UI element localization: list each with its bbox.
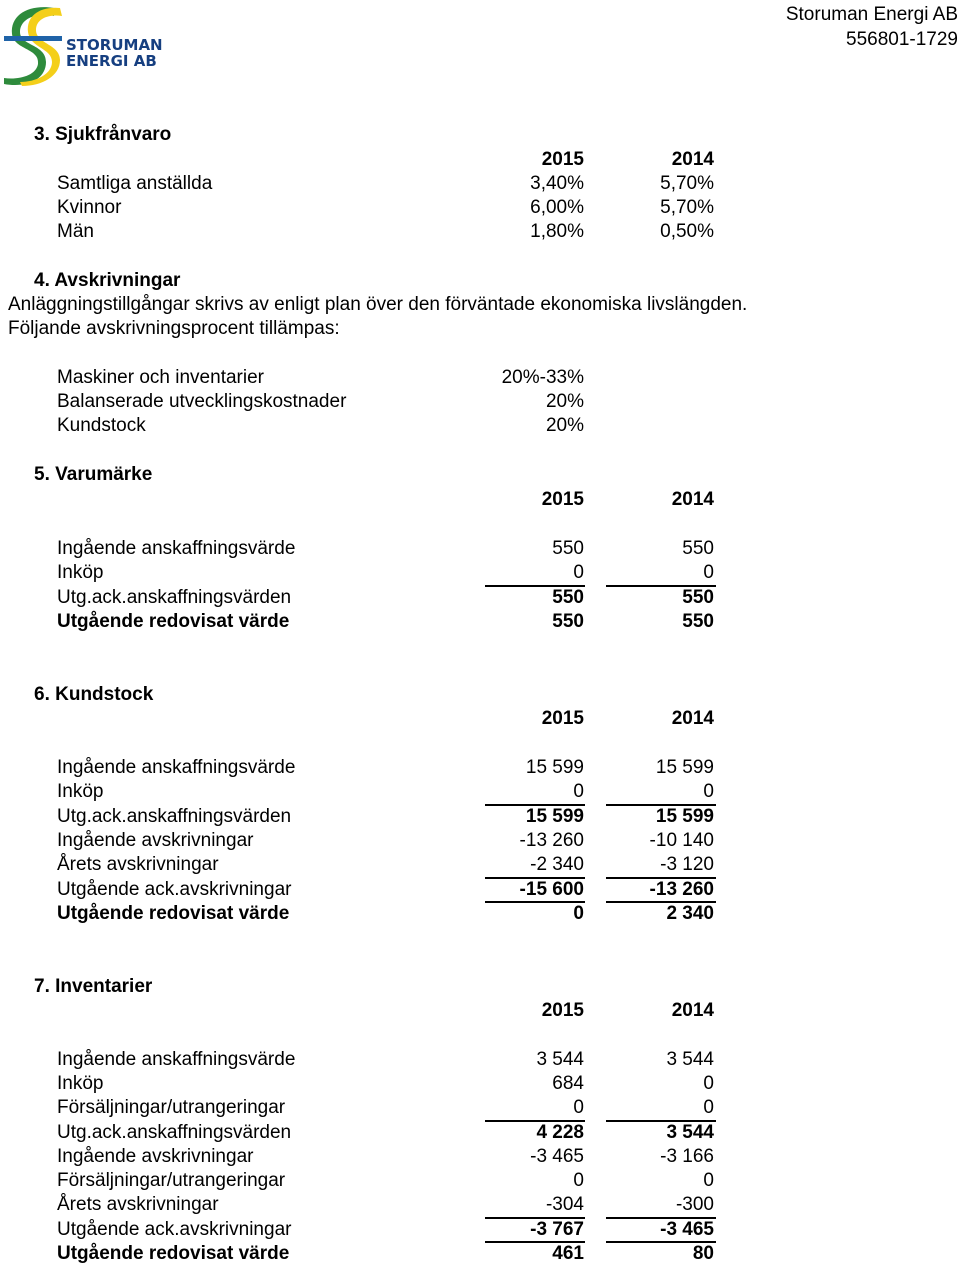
value-2015: -2 340 [530,854,584,875]
value-2015: 461 [552,1243,584,1264]
table-row-label: Utgående ack.avskrivningar [57,879,292,900]
value-2015: -3 465 [530,1146,584,1167]
value-2014: 0,50% [660,221,714,242]
table-row-label: Försäljningar/utrangeringar [57,1170,286,1191]
value-2014: 550 [682,587,714,608]
value-2014: 0 [703,1097,714,1118]
year-2014: 2014 [671,149,714,170]
table-row-label: Inköp [57,1073,104,1094]
value-2015: 0 [573,903,584,924]
value-2015: 550 [552,587,584,608]
value-2014: 15 599 [655,757,714,778]
year-2014: 2014 [671,1000,714,1021]
table-row-label: Utgående redovisat värde [57,903,290,924]
value-2015: 0 [573,1097,584,1118]
paragraph: Följande avskrivningsprocent tillämpas: [8,318,340,339]
table-row-label: Kundstock [57,415,146,436]
table-row-label: Män [57,221,94,242]
year-2015: 2015 [541,1000,584,1021]
value-2014: 2 340 [666,903,714,924]
org-number: 556801-1729 [846,29,958,50]
value-2015: 4 228 [536,1122,584,1143]
logo-text-line1: STORUMAN [66,36,163,54]
table-row-label: Årets avskrivningar [57,854,219,875]
paragraph: Anläggningstillgångar skrivs av enligt plan över den förväntade ekonomiska livslängden. [8,294,748,315]
value-2015: 15 599 [525,757,584,778]
table-row-label: Inköp [57,781,104,802]
value-2014: 550 [682,538,714,559]
logo-text-line2: ENERGI AB [66,52,157,70]
value-2015: 1,80% [530,221,584,242]
value-2015: 15 599 [525,806,584,827]
table-row-label: Årets avskrivningar [57,1194,219,1215]
value-2014: 3 544 [666,1049,714,1070]
section-6-title: 6. Kundstock [34,684,154,705]
value-2015: 0 [573,562,584,583]
rate-value: 20% [545,415,584,436]
value-2015: 3 544 [536,1049,584,1070]
value-2014: -10 140 [649,830,714,851]
table-row-label: Utgående redovisat värde [57,611,290,632]
value-2014: -3 465 [660,1219,714,1240]
value-2015: 3,40% [530,173,584,194]
value-2014: 3 544 [666,1122,714,1143]
table-row-label: Ingående anskaffningsvärde [57,538,296,559]
rate-value: 20% [545,391,584,412]
value-2014: -3 166 [660,1146,714,1167]
value-2015: -304 [545,1194,584,1215]
value-2014: 5,70% [660,197,714,218]
rate-value: 20%-33% [501,367,584,388]
table-row-label: Utg.ack.anskaffningsvärden [57,1122,292,1143]
year-2015: 2015 [541,708,584,729]
table-row-label: Kvinnor [57,197,122,218]
year-2014: 2014 [671,489,714,510]
value-2015: 550 [552,538,584,559]
section-5-title: 5. Varumärke [34,464,153,485]
value-2015: 550 [552,611,584,632]
value-2014: 15 599 [655,806,714,827]
table-row-label: Maskiner och inventarier [57,367,264,388]
table-row-label: Utg.ack.anskaffningsvärden [57,587,292,608]
table-row-label: Utgående redovisat värde [57,1243,290,1264]
value-2015: 0 [573,781,584,802]
value-2014: 550 [682,611,714,632]
table-row-label: Ingående avskrivningar [57,1146,254,1167]
table-row-label: Ingående avskrivningar [57,830,254,851]
section-3-title: 3. Sjukfrånvaro [34,124,172,145]
company-logo [0,0,175,90]
value-2015: -13 260 [519,830,584,851]
year-2015: 2015 [541,489,584,510]
value-2014: 5,70% [660,173,714,194]
company-name: Storuman Energi AB [785,4,958,25]
value-2014: -3 120 [660,854,714,875]
table-row-label: Utg.ack.anskaffningsvärden [57,806,292,827]
value-2015: 6,00% [530,197,584,218]
value-2014: -300 [675,1194,714,1215]
value-2014: 0 [703,781,714,802]
table-row-label: Samtliga anställda [57,173,213,194]
value-2014: 80 [692,1243,714,1264]
section-7-title: 7. Inventarier [34,976,153,997]
table-row-label: Ingående anskaffningsvärde [57,1049,296,1070]
value-2015: -15 600 [519,879,584,900]
value-2014: 0 [703,562,714,583]
table-row-label: Balanserade utvecklingskostnader [57,391,347,412]
value-2015: -3 767 [530,1219,584,1240]
table-row-label: Ingående anskaffningsvärde [57,757,296,778]
table-row-label: Utgående ack.avskrivningar [57,1219,292,1240]
year-2014: 2014 [671,708,714,729]
table-row-label: Inköp [57,562,104,583]
table-row-label: Försäljningar/utrangeringar [57,1097,286,1118]
value-2014: 0 [703,1170,714,1191]
value-2014: 0 [703,1073,714,1094]
value-2015: 684 [552,1073,584,1094]
section-4-title: 4. Avskrivningar [34,270,181,291]
year-2015: 2015 [541,149,584,170]
value-2014: -13 260 [649,879,714,900]
value-2015: 0 [573,1170,584,1191]
